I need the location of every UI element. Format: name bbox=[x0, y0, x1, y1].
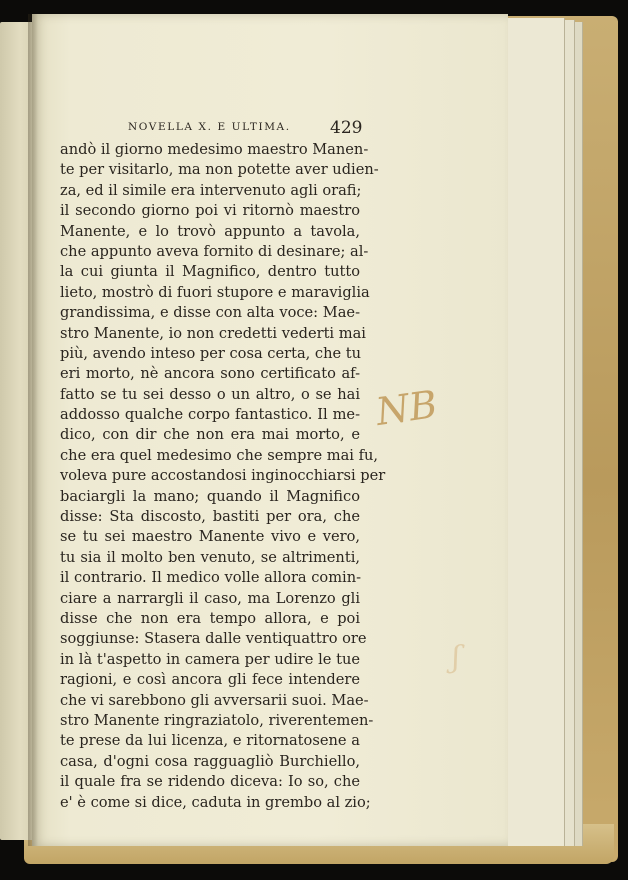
text-line: tu sia il molto ben venuto, se altrimenti, bbox=[60, 548, 360, 566]
text-line: Manente, e lo trovò appunto a tavola, bbox=[60, 222, 360, 240]
running-title: NOVELLA X. E ULTIMA. bbox=[128, 121, 291, 133]
text-line: il quale fra se ridendo diceva: Io so, che bbox=[60, 773, 360, 791]
text-line: baciargli la mano; quando il Magnifico bbox=[60, 487, 360, 505]
text-line: soggiunse: Stasera dalle ventiquattro ore bbox=[60, 630, 367, 648]
text-line: dico, con dir che non era mai morto, e bbox=[60, 426, 360, 444]
text-line: voleva pure accostandosi inginocchiarsi per bbox=[60, 467, 386, 485]
body-text bbox=[60, 140, 386, 813]
text-line: ragioni, e così ancora gli fece intendere bbox=[60, 671, 360, 689]
text-line: za, ed il simile era intervenuto agli orafi; bbox=[60, 181, 362, 199]
text-line: in là t'aspetto in camera per udire le tue bbox=[60, 650, 360, 668]
text-line: eri morto, nè ancora sono certificato af- bbox=[60, 365, 360, 383]
text-line: te per visitarlo, ma non potette aver udien- bbox=[60, 161, 379, 179]
faint-ink-mark: ʃ bbox=[452, 640, 461, 675]
text-line: ciare a narrargli il caso, ma Lorenzo gli bbox=[60, 589, 360, 607]
text-line: lieto, mostrò di fuori stupore e maraviglia bbox=[60, 283, 370, 301]
text-line: stro Manente ringraziatolo, riverentemen- bbox=[60, 711, 374, 729]
gutter-shadow bbox=[28, 14, 38, 846]
text-line: la cui giunta il Magnifico, dentro tutto bbox=[60, 263, 360, 281]
text-line: il contrario. Il medico volle allora comin- bbox=[60, 569, 362, 587]
text-line: se tu sei maestro Manente vivo e vero, bbox=[60, 528, 360, 546]
handwritten-margin-note: NB bbox=[373, 381, 440, 435]
text-line: stro Manente, io non credetti vederti mai bbox=[60, 324, 366, 342]
text-line: grandissima, e disse con alta voce: Mae- bbox=[60, 304, 360, 322]
text-line: che vi sarebbono gli avversarii suoi. Mae- bbox=[60, 691, 369, 709]
text-line: che era quel medesimo che sempre mai fu, bbox=[60, 446, 379, 464]
text-line: e' è come si dice, caduta in grembo al zio; bbox=[60, 793, 371, 811]
page-number: 429 bbox=[330, 118, 363, 138]
text-line: il secondo giorno poi vi ritornò maestro bbox=[60, 202, 360, 220]
text-line: casa, d'ogni cosa ragguagliò Burchiello, bbox=[60, 752, 360, 770]
text-line: disse che non era tempo allora, e poi bbox=[60, 609, 360, 627]
text-line: più, avendo inteso per cosa certa, che tu bbox=[60, 344, 362, 362]
text-line: disse: Sta discosto, bastiti per ora, che bbox=[60, 508, 360, 526]
text-line: te prese da lui licenza, e ritornatosene a bbox=[60, 732, 360, 750]
text-line: fatto se tu sei desso o un altro, o se hai bbox=[60, 385, 360, 403]
text-line: che appunto aveva fornito di desinare; al- bbox=[60, 242, 369, 260]
text-line: andò il giorno medesimo maestro Manen- bbox=[60, 141, 369, 158]
text-line: addosso qualche corpo fantastico. Il me- bbox=[60, 406, 360, 424]
